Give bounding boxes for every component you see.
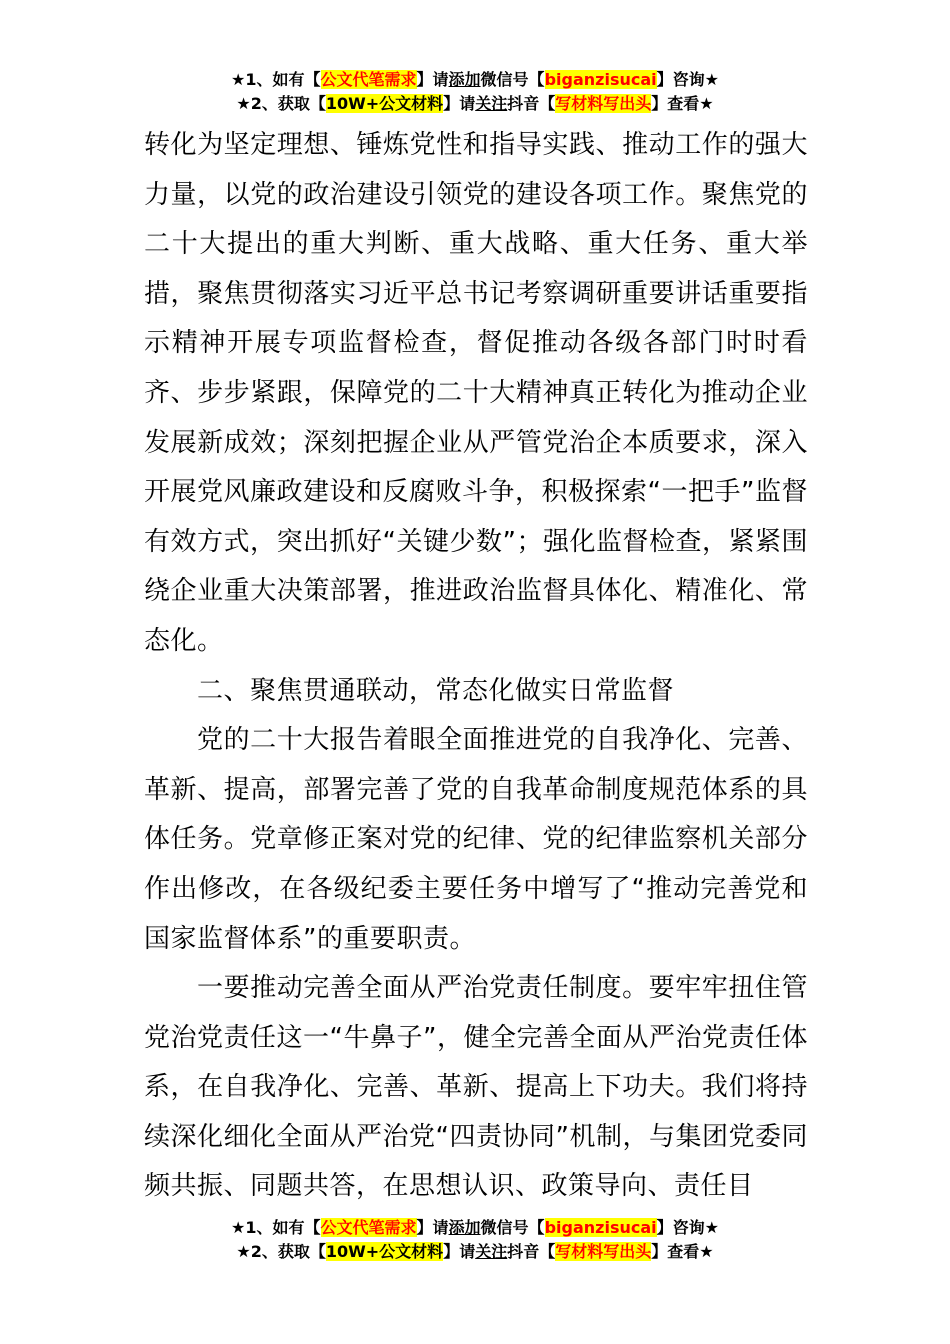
star-icon: ★ xyxy=(231,1218,246,1237)
bottom-banner xyxy=(0,1216,950,1264)
banner-text: 2、获取【 xyxy=(250,1242,326,1261)
banner-line-2 xyxy=(0,92,950,116)
section-heading-2: 二、聚焦贯通联动，常态化做实日常监督 xyxy=(197,675,675,706)
star-icon: ★ xyxy=(236,1242,251,1261)
banner-highlight: 公文代笔需求 xyxy=(320,70,417,89)
banner-douyin-id: 写材料写出头 xyxy=(555,94,652,113)
banner-highlight: 10W+公文材料 xyxy=(325,1242,444,1261)
banner-line-1 xyxy=(0,1216,950,1240)
banner-text: 】请 xyxy=(443,94,476,113)
paragraph-3: 一要推动完善全面从严治党责任制度。要牢牢扭住管党治党责任这一“牛鼻子”，健全完善全面从严治党责任体系，在自我净化、完善、革新、提高上下功夫。我们将持续深化细化全面从严治党“四责协同”机制，与集团党委同频共振、同题共答，在思想认识、政策导向、责任目 xyxy=(144,973,808,1202)
star-icon: ★ xyxy=(236,94,251,113)
banner-text: 1、如有【 xyxy=(245,70,321,89)
banner-text: 】请 xyxy=(416,70,449,89)
paragraph-1: 转化为坚定理想、锤炼党性和指导实践、推动工作的强大力量，以党的政治建设引领党的建设各项工作。聚焦党的二十大提出的重大判断、重大战略、重大任务、重大举措，聚焦贯彻落实习近平总书记考察调研重要讲话重要指示精神开展专项监督检查，督促推动各级各部门时时看齐、步步紧跟，保障党的二十大精神真正转化为推动企业发展新成效；深刻把握企业从严管党治企本质要求，深入开展党风廉政建设和反腐败斗争，积极探索“一把手”监督有效方式，突出抓好“关键少数”；强化监督检查，紧紧围绕企业重大决策部署，推进政治监督具体化、精准化、常态化。 xyxy=(144,130,808,656)
banner-line-1 xyxy=(0,68,950,92)
star-icon: ★ xyxy=(704,70,719,89)
banner-wechat-id: biganzisucai xyxy=(544,70,657,89)
banner-text: 】查看 xyxy=(651,94,700,113)
banner-emphasis: 关注 xyxy=(475,94,508,113)
star-icon: ★ xyxy=(231,70,246,89)
banner-text: 微信号【 xyxy=(480,70,545,89)
banner-text: 微信号【 xyxy=(480,1218,545,1237)
banner-text: 2、获取【 xyxy=(250,94,326,113)
banner-douyin-id: 写材料写出头 xyxy=(555,1242,652,1261)
banner-text: 】咨询 xyxy=(656,1218,705,1237)
banner-text: 】请 xyxy=(416,1218,449,1237)
banner-highlight: 公文代笔需求 xyxy=(320,1218,417,1237)
star-icon: ★ xyxy=(699,94,714,113)
banner-line-2 xyxy=(0,1240,950,1264)
star-icon: ★ xyxy=(704,1218,719,1237)
banner-wechat-id: biganzisucai xyxy=(544,1218,657,1237)
star-icon: ★ xyxy=(699,1242,714,1261)
banner-text: 】咨询 xyxy=(656,70,705,89)
banner-emphasis: 关注 xyxy=(475,1242,508,1261)
banner-emphasis: 添加 xyxy=(448,70,481,89)
banner-emphasis: 添加 xyxy=(448,1218,481,1237)
document-body xyxy=(144,121,808,1212)
banner-text: 】请 xyxy=(443,1242,476,1261)
banner-text: 1、如有【 xyxy=(245,1218,321,1237)
banner-text: 】查看 xyxy=(651,1242,700,1261)
banner-text: 抖音【 xyxy=(507,94,556,113)
banner-text: 抖音【 xyxy=(507,1242,556,1261)
paragraph-2: 党的二十大报告着眼全面推进党的自我净化、完善、革新、提高，部署完善了党的自我革命制度规范体系的具体任务。党章修正案对党的纪律、党的纪律监察机关部分作出修改，在各级纪委主要任务中增写了“推动完善党和国家监督体系”的重要职责。 xyxy=(144,725,808,954)
banner-highlight: 10W+公文材料 xyxy=(325,94,444,113)
top-banner xyxy=(0,68,950,116)
